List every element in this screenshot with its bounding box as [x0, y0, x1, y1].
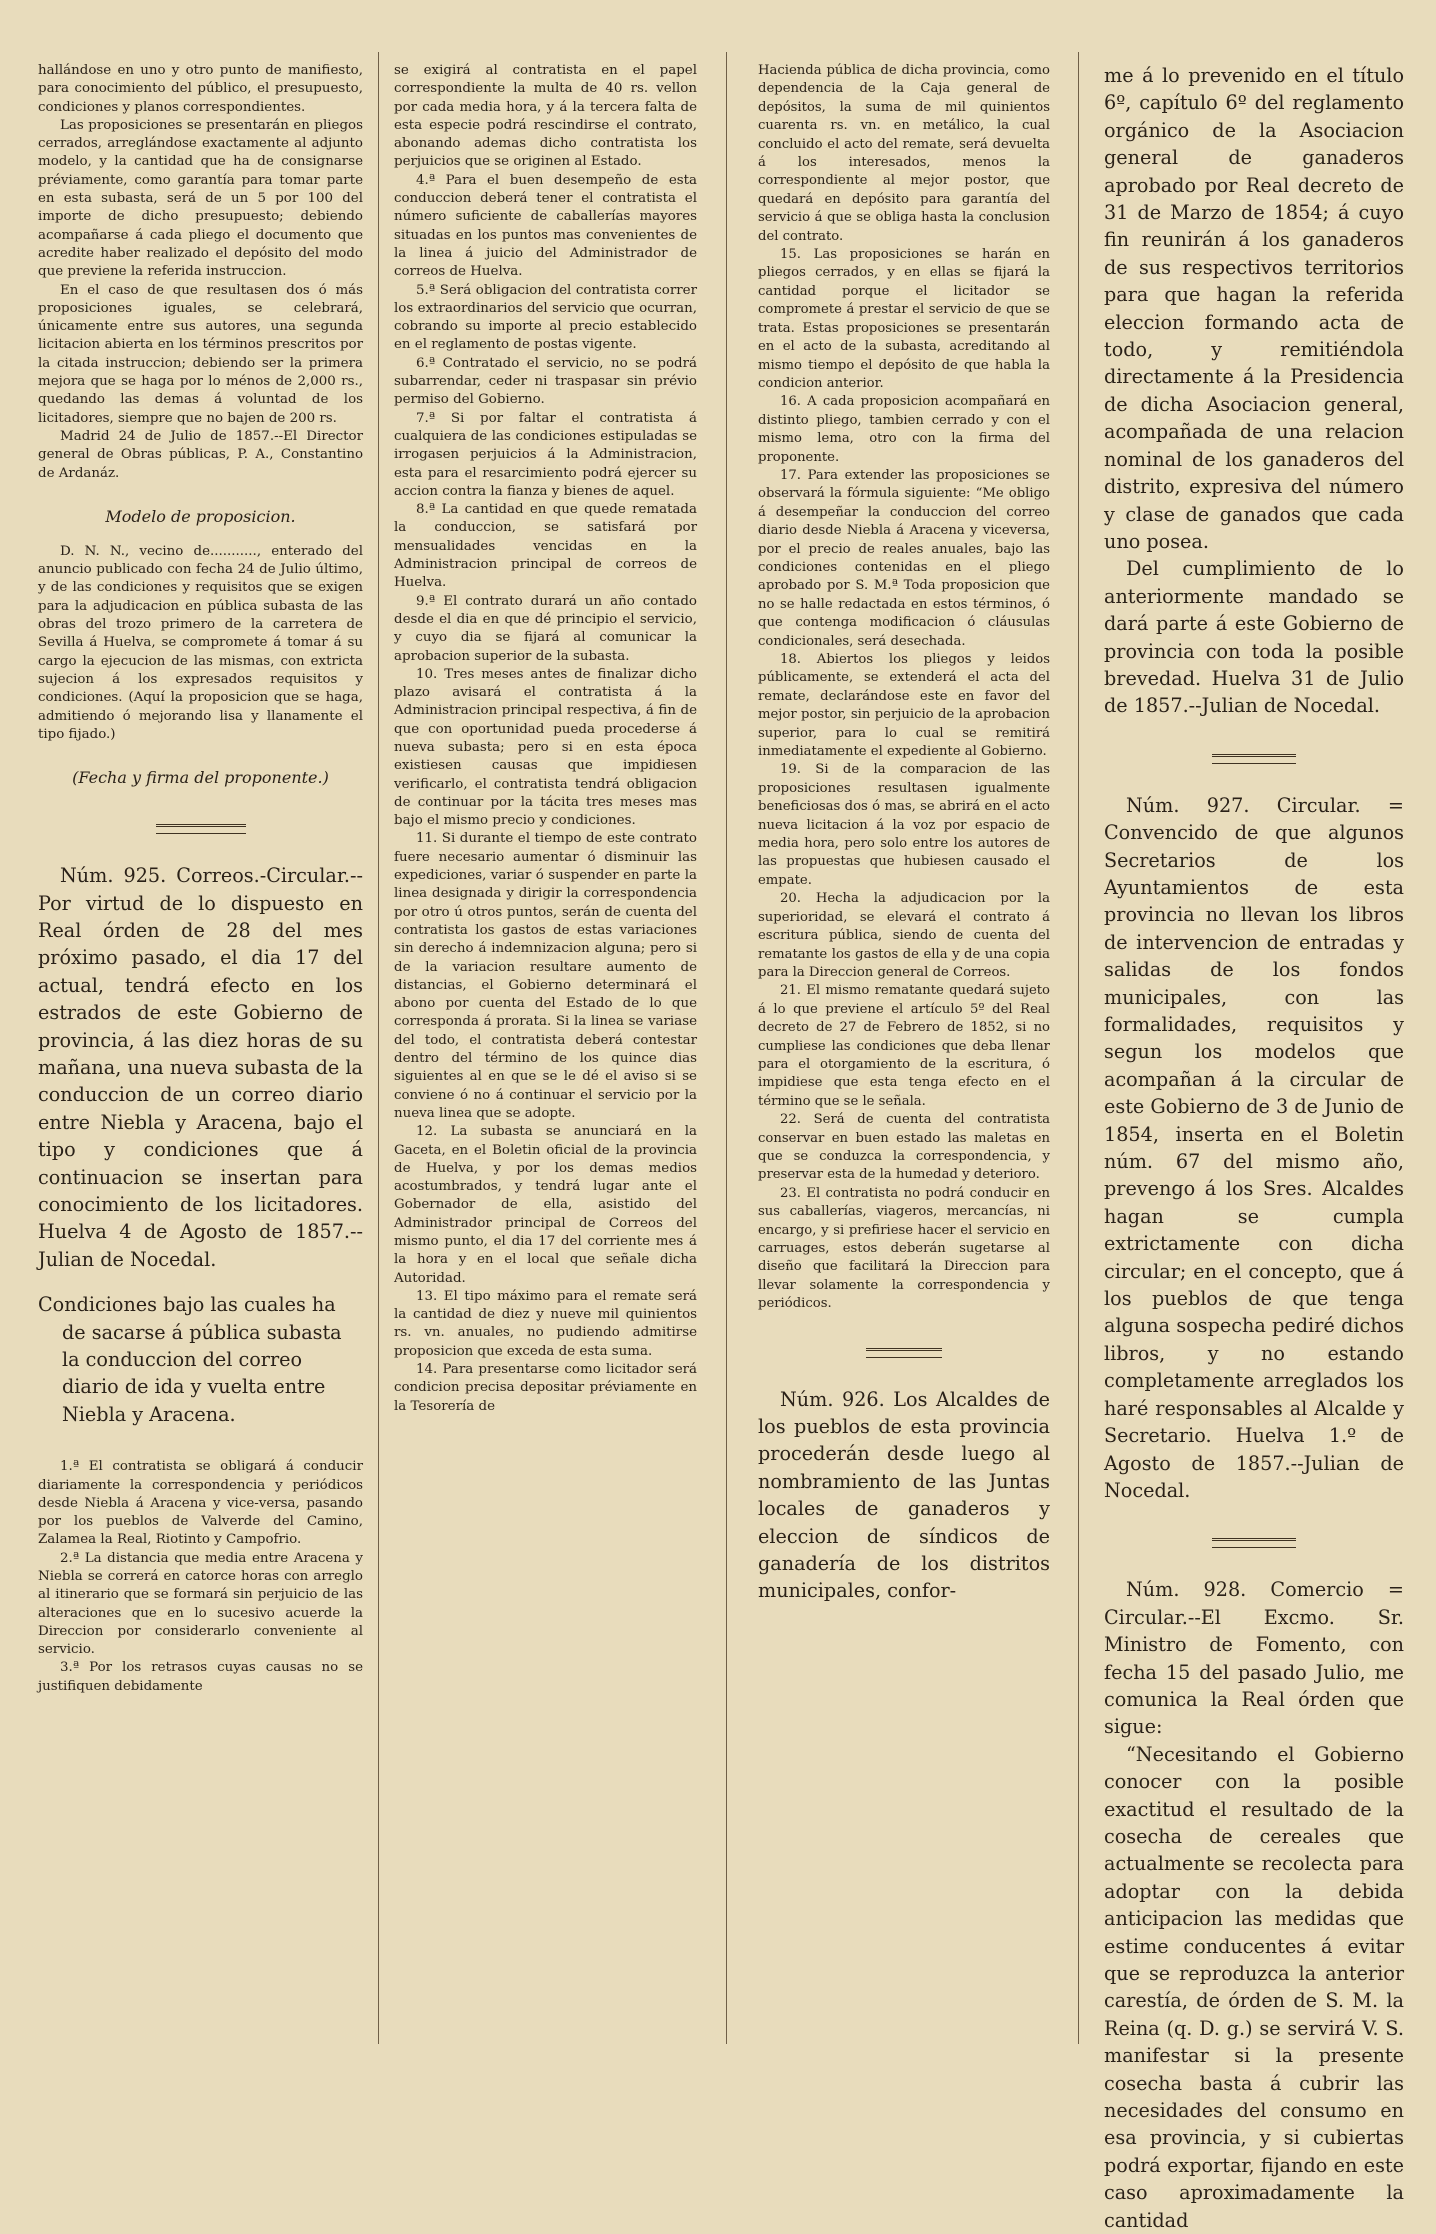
paragraph: 20. Hecha la adjudicacion por la superioridad, se elevará el contrato á escritura pública, siendo de cuenta del rematante los gastos de ella y de una copia para la Direccion general de Correos.	[758, 891, 1050, 980]
notice-926: Núm. 926. Los Alcaldes de los pueblos de esta provincia procederán desde luego al nombramiento de las Juntas locales de ganaderos y eleccion de síndicos de ganadería de los distritos municipales, confor-	[758, 1387, 1050, 1603]
separator-rule	[1212, 754, 1296, 764]
paragraph: 16. A cada proposicion acompañará en distinto pliego, tambien cerrado y con el mismo lema, otro con la firma del proponente.	[758, 394, 1050, 465]
paragraph: hallándose en uno y otro punto de manifiesto, para conocimiento del público, el presupuesto, condiciones y planos correspondientes.	[38, 63, 363, 115]
column-rule	[1078, 52, 1079, 2044]
paragraph: se exigirá al contratista en el papel correspondiente la multa de 40 rs. vellon por cada media hora, y á la tercera falta de esta especie podrá rescindirse el contrato, abonando ademas dicho contratista los perjuicios que se originen al Estado.	[394, 63, 697, 170]
paragraph: 11. Si durante el tiempo de este contrato fuere necesario aumentar ó disminuir las expediciones, variar ó suspender en parte la linea designada y dirigir la correspondencia por otro ú otros puntos, serán de cuenta del contratista los gastos de estas variaciones sin derecho á indemnizacion alguna; pero si de la variacion resultare aumento de distancias, el Gobierno determinará el abono por cuenta del Estado de lo que corresponda á prorata. Si la linea se variase del todo, el contratista deberá contestar dentro del término de los quince dias siguientes al en que se le dé el aviso si se conviene ó no á continuar el servicio por la nueva linea que se adopte.	[394, 831, 697, 1121]
paragraph: D. N. N., vecino de..........., enterado del anuncio publicado con fecha 24 de Julio último, y de las condiciones y requisitos que se exigen para la adjudicacion en pública subasta de las obras del trozo primero de la carretera de Sevilla á Huelva, se compromete á tomar á su cargo la ejecucion de las mismas, con extricta sujecion á los expresados requisitos y condiciones. (Aquí la proposicion que se haga, admitiendo ó mejorando lisa y llanamente el tipo fijado.)	[38, 543, 363, 742]
paragraph: 8.ª La cantidad en que quede rematada la conduccion, se satisfará por mensualidades vencidas en la Administracion principal de correos de Huelva.	[394, 502, 697, 591]
paragraph: 13. El tipo máximo para el remate será la cantidad de diez y nueve mil quinientos rs. vn. anuales, no pudiendo admitirse proposicion que exceda de esta suma.	[394, 1288, 697, 1359]
paragraph: 17. Para extender las proposiciones se observará la fórmula siguiente: “Me obligo á desempeñar la conduccion del correo diario desde Niebla á Aracena y viceversa, por el precio de reales anuales, bajo las condiciones contenidas en el pliego aprobado por S. M.ª Toda proposicion que no se halle redactada en estos términos, ó que contenga modificacion ó cláusulas condicionales, será desechada.	[758, 467, 1050, 649]
paragraph: 1.ª El contratista se obligará á conducir diariamente la correspondencia y periódicos desde Niebla á Aracena y vice-versa, pasando por los pueblos de Valverde del Camino, Zalamea la Real, Riotinto y Campofrio.	[38, 1459, 363, 1548]
paragraph: 12. La subasta se anunciará en la Gaceta, en el Boletin oficial de la provincia de Huelva, y por los demas medios acostumbrados, y tendrá lugar ante el Gobernador de ella, asistido del Administrador principal de Correos del mismo punto, el dia 17 del corriente mes á la hora y en el local que señale dicha Autoridad.	[394, 1124, 697, 1286]
paragraph: 3.ª Por los retrasos cuyas causas no se justifiquen debidamente	[38, 1660, 363, 1694]
notice-927: Núm. 927. Circular. = Convencido de que algunos Secretarios de los Ayuntamientos de esta provincia no llevan los libros de intervencion de entradas y salidas de los fondos municipales, con las formalidades, requisitos y segun los modelos que acompañan á la circular de este Gobierno de 3 de Junio de 1854, inserta en el Boletin núm. 67 del mismo año, prevengo á los Sres. Alcaldes hagan se cumpla extrictamente con dicha circular; en el concepto, que á los pueblos de que tenga alguna sospecha pediré dichos libros, y no estando completamente arreglados los haré responsables al Alcalde y Secretario. Huelva 1.º de Agosto de 1857.--Julian de Nocedal.	[1104, 793, 1404, 1502]
column-1	[38, 62, 363, 2042]
paragraph: Hacienda pública de dicha provincia, como dependencia de la Caja general de depósitos, la suma de mil quinientos cuarenta rs. vn. en metálico, la cual concluido el acto del remate, será devuelta á los interesados, menos la correspondiente al mejor postor, que quedará en depósito para garantía del servicio á que se obliga hasta la conclusion del contrato.	[758, 63, 1050, 244]
paragraph: 7.ª Si por faltar el contratista á cualquiera de las condiciones estipuladas se irrogasen perjuicios á la Administracion, esta para el resarcimiento podrá ejercer su accion contra la fianza y bienes de aquel.	[394, 410, 697, 499]
paragraph: 22. Será de cuenta del contratista conservar en buen estado las maletas en que se conduzca la correspondencia, y preservar esta de la humedad y deterioro.	[758, 1112, 1050, 1183]
paragraph: me á lo prevenido en el título 6º, capítulo 6º del reglamento orgánico de la Asociacion general de ganaderos aprobado por Real decreto de 31 de Marzo de 1854; á cuyo fin reunirán á los ganaderos de sus respectivos territorios para que hagan la referida eleccion formando acta de todo, y remitiéndola directamente á la Presidencia de dicha Asociacion general, acompañada de una relacion nominal de los ganaderos del distrito, expresiva del número y clase de ganados que cada uno posea.	[1104, 64, 1404, 553]
column-4	[1104, 62, 1404, 2232]
column-2	[394, 62, 697, 2042]
paragraph: Del cumplimiento de lo anteriormente mandado se dará parte á este Gobierno de provincia con toda la posible brevedad. Huelva 31 de Julio de 1857.--Julian de Nocedal.	[1104, 557, 1404, 718]
paragraph: 23. El contratista no podrá conducir en sus caballerías, viageros, mercancías, ni encargo, y si prefiriese hacer el servicio en carruages, estos deberán sugetarse al diseño que facilitará la Direccion para llevar solamente la correspondencia y periódicos.	[758, 1185, 1050, 1312]
column-3	[758, 62, 1050, 2042]
separator-rule	[1212, 1538, 1296, 1548]
paragraph: En el caso de que resultasen dos ó más proposiciones iguales, se celebrará, únicamente entre sus autores, una segunda licitacion abierta en los términos prescritos por la citada instruccion; debiendo ser la primera mejora que se haga por lo ménos de 2,000 rs., quedando las demas á voluntad de los licitadores, siempre que no bajen de 200 rs.	[38, 282, 363, 426]
paragraph: 14. Para presentarse como licitador será condicion precisa depositar préviamente en la Tesorería de	[394, 1362, 697, 1414]
separator-rule	[866, 1348, 942, 1358]
column-rule	[726, 52, 727, 2044]
paragraph: 9.ª El contrato durará un año contado desde el dia en que dé principio el servicio, y cuyo dia se fijará al comunicar la aprobacion superior de la subasta.	[394, 593, 697, 664]
section-title: Condiciones bajo las cuales ha de sacarse á pública subasta la conduccion del correo diario de ida y vuelta entre Niebla y Aracena.	[38, 1293, 342, 1426]
paragraph: “Necesitando el Gobierno conocer con la posible exactitud el resultado de la cosecha de cereales que actualmente se recolecta para adoptar con la debida anticipacion las medidas que estime conducentes á evitar que se reproduzca la anterior carestía, de órden de S. M. la Reina (q. D. g.) se servirá V. S. manifestar si la presente cosecha basta á cubrir las necesidades del consumo en esa provincia, y si cubiertas podrá exportar, fijando en este caso aproximadamente la cantidad	[1104, 1742, 1404, 2232]
paragraph: Madrid 24 de Julio de 1857.--El Director general de Obras públicas, P. A., Constantino de Ardanáz.	[38, 428, 363, 481]
paragraph: Las proposiciones se presentarán en pliegos cerrados, arreglándose exactamente al adjunto modelo, y la cantidad que ha de consignarse préviamente, como garantía para tomar parte en esta subasta, será de un 5 por 100 del importe de dicho presupuesto; debiendo acompañarse á cada pliego el documento que acredite haber realizado el depósito del modo que previene la referida instruccion.	[38, 117, 363, 280]
paragraph: 18. Abiertos los pliegos y leidos públicamente, se extenderá el acta del remate, declarándose este en favor del mejor postor, sin perjuicio de la aprobacion superior, para lo cual se remitirá inmediatamente el expediente al Gobierno.	[758, 652, 1050, 760]
paragraph: 2.ª La distancia que media entre Aracena y Niebla se correrá en catorce horas con arreglo al itinerario que se formará sin perjuicio de las alteraciones que en lo sucesivo acuerde la Direccion por considerarlo conveniente al servicio.	[38, 1550, 363, 1658]
paragraph: 19. Si de la comparacion de las proposiciones resultasen igualmente beneficiosas dos ó mas, se abrirá en el acto nueva licitacion á la voz por espacio de media hora, pero solo entre los autores de las propuestas que hubiesen causado el empate.	[758, 762, 1050, 888]
paragraph: 6.ª Contratado el servicio, no se podrá subarrendar, ceder ni traspasar sin prévio permiso del Gobierno.	[394, 355, 697, 408]
paragraph: 10. Tres meses antes de finalizar dicho plazo avisará el contratista á la Administracion principal respectiva, á fin de que con oportunidad pueda procederse á nueva subasta; pero si en esta época existiesen causas que impidiesen verificarlo, el contratista tendrá obligacion de continuar por la tácita tres meses mas bajo el mismo precio y condiciones.	[394, 666, 697, 829]
paragraph: 15. Las proposiciones se harán en pliegos cerrados, y en ellas se fijará la cantidad porque el licitador se compromete á prestar el servicio de que se trata. Estas proposiciones se presentarán en el acto de la subasta, acreditando al mismo tiempo el depósito de que habla la condicion anterior.	[758, 247, 1050, 391]
paragraph: 4.ª Para el buen desempeño de esta conduccion deberá tener el contratista el número suficiente de caballerías mayores situadas en los puntos mas convenientes de la linea á juicio del Administrador de correos de Huelva.	[394, 172, 697, 280]
signature-line: (Fecha y firma del proponente.)	[72, 768, 329, 788]
paragraph: 5.ª Será obligacion del contratista correr los extraordinarios del servicio que ocurran, cobrando su importe al precio establecido en el reglamento de postas vigente.	[394, 282, 697, 353]
column-rule	[378, 52, 379, 2044]
separator-rule	[156, 824, 246, 834]
notice-925: Núm. 925. Correos.-Circular.--Por virtud de lo dispuesto en Real órden de 28 del mes próximo pasado, el dia 17 del actual, tendrá efecto en los estrados de este Gobierno de provincia, á las diez horas de su mañana, una nueva subasta de la conduccion de un correo diario entre Niebla y Aracena, bajo el tipo y condiciones que á continuacion se insertan para conocimiento de los licitadores. Huelva 4 de Agosto de 1857.--Julian de Nocedal.	[38, 864, 363, 1271]
paragraph: 21. El mismo rematante quedará sujeto á lo que previene el artículo 5º del Real decreto de 27 de Febrero de 1852, si no cumpliese las condiciones que deba llenar para el otorgamiento de la escritura, ó impidiese que esta tenga efecto en el término que se le señala.	[758, 983, 1050, 1109]
notice-928: Núm. 928. Comercio = Circular.--El Excmo. Sr. Ministro de Fomento, con fecha 15 del pasado Julio, me comunica la Real órden que sigue:	[1104, 1578, 1404, 1739]
section-title: Modelo de proposicion.	[105, 506, 296, 526]
